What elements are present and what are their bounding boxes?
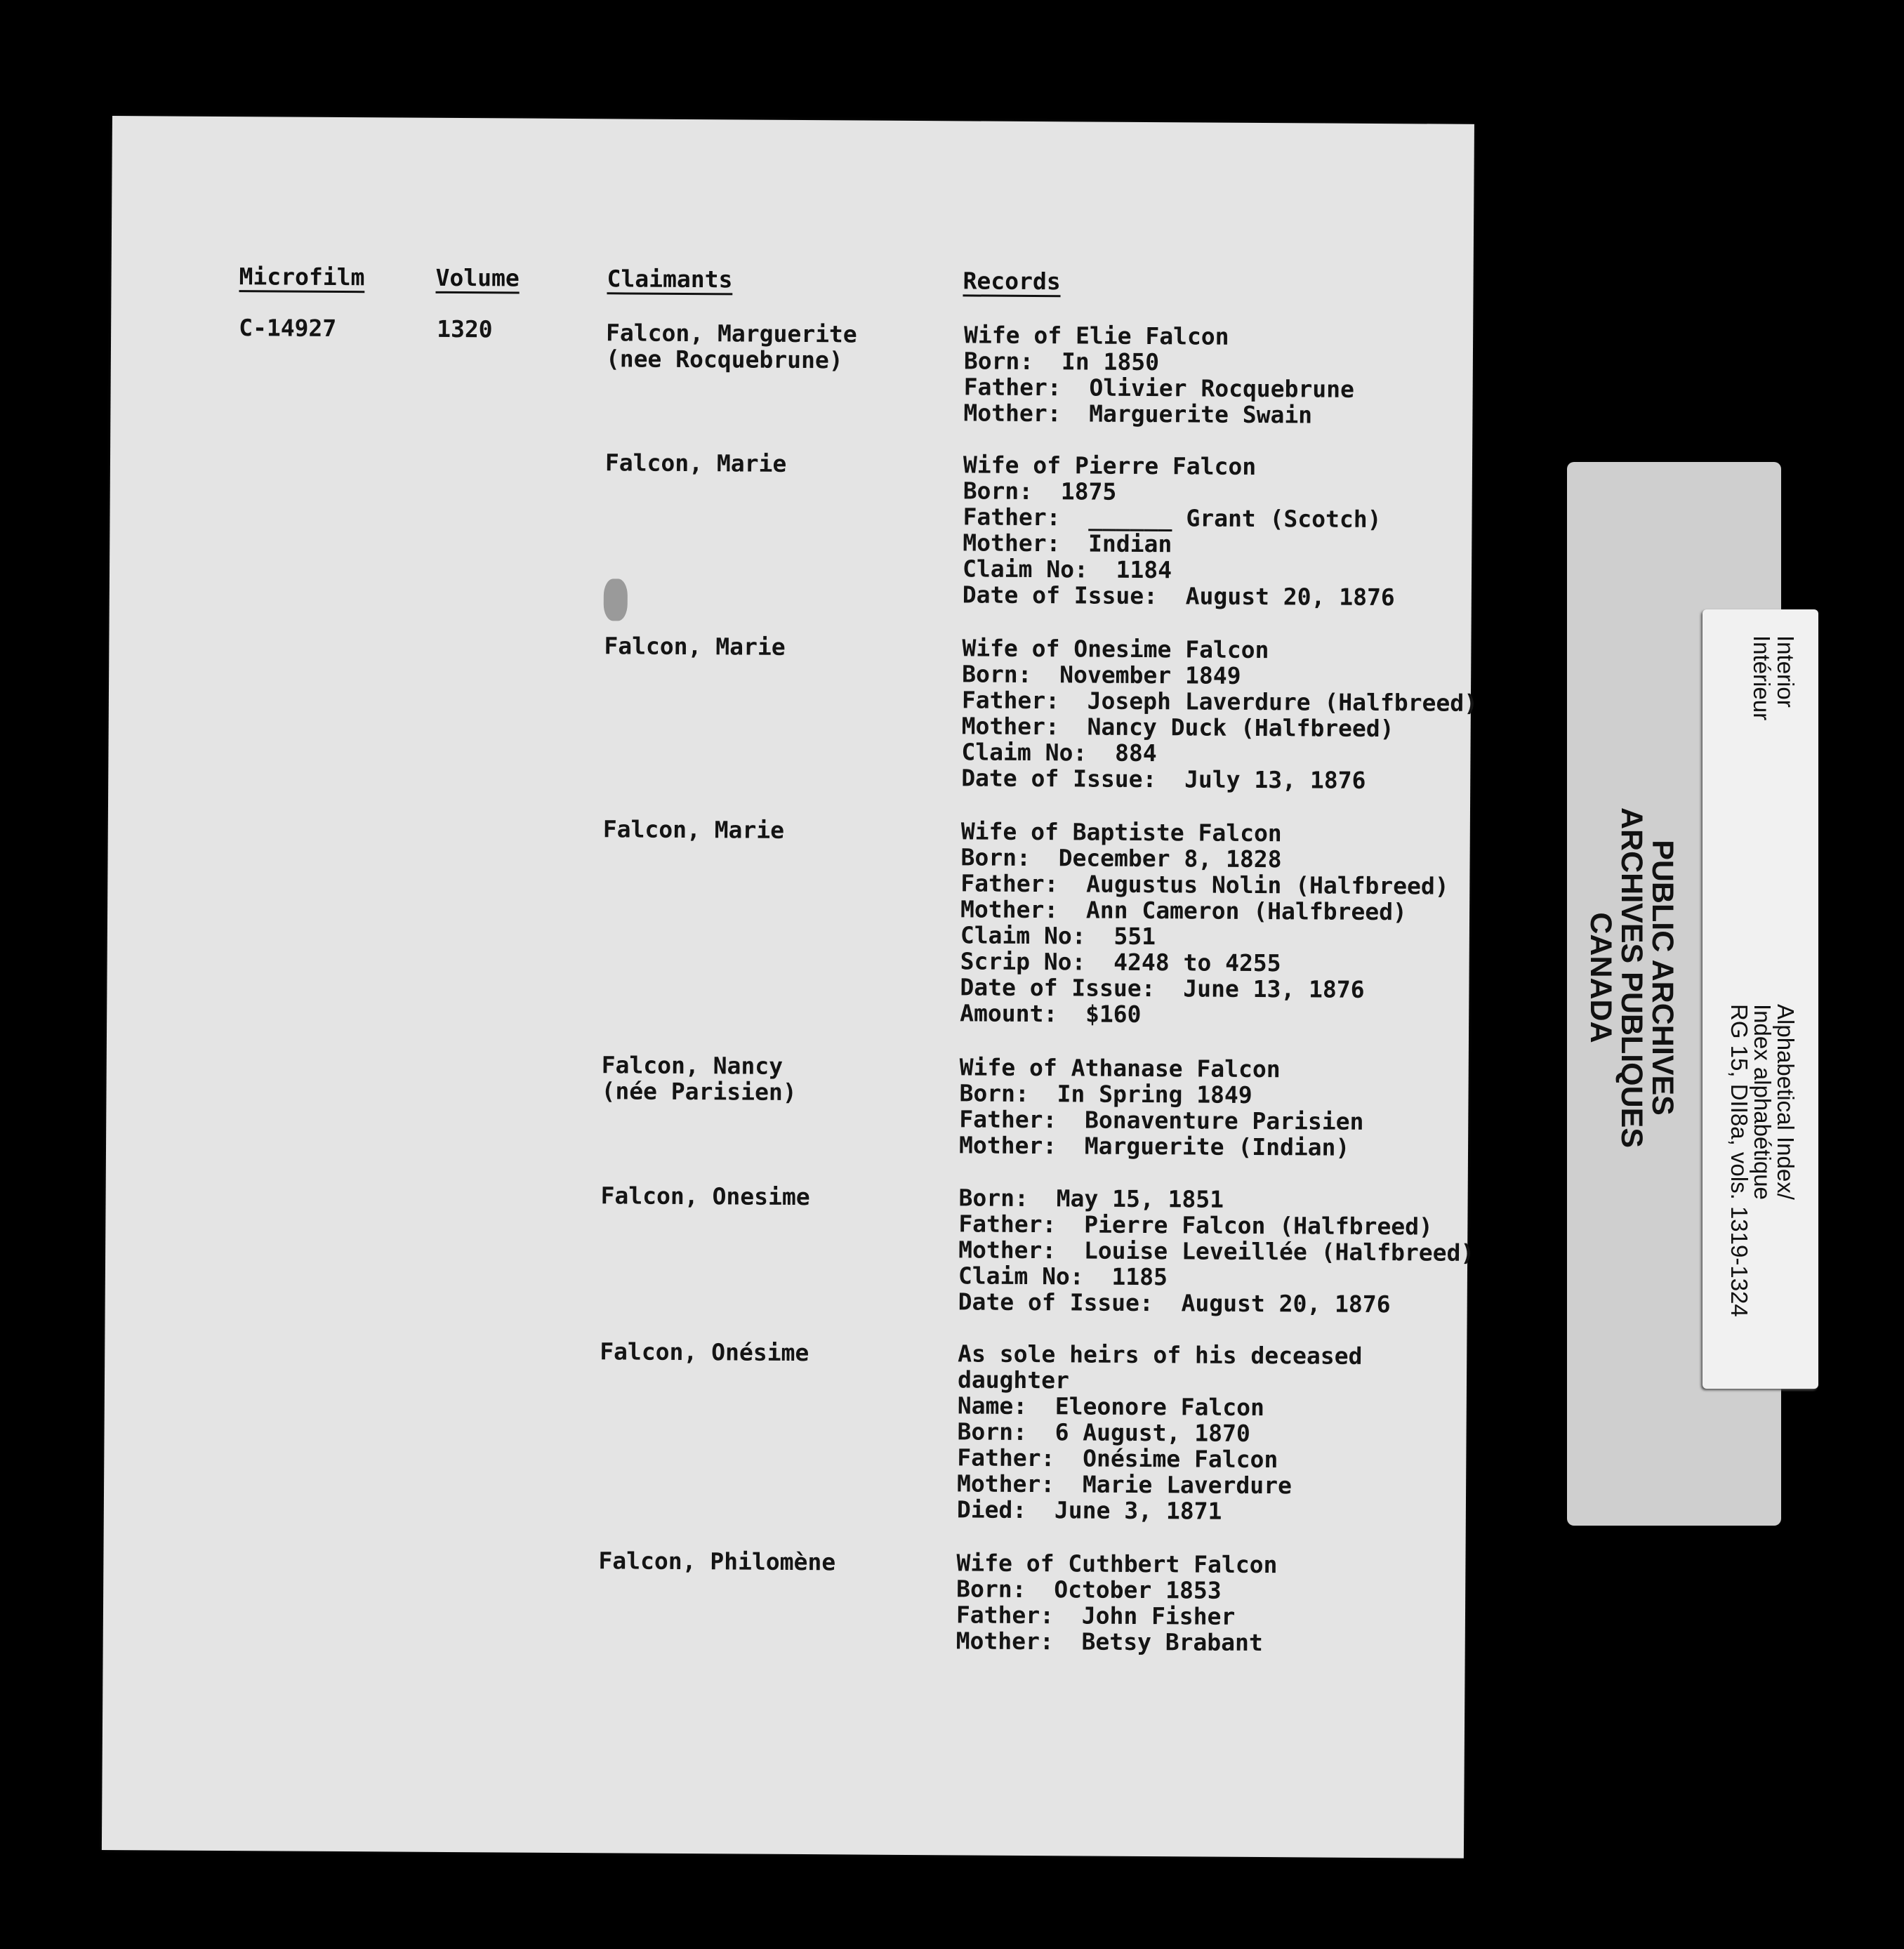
- record-line: Born: October 1853: [956, 1575, 1222, 1604]
- record-line: Claim No: 1185: [958, 1262, 1168, 1291]
- archives-line: PUBLIC ARCHIVES: [1646, 840, 1679, 1116]
- record-line: Father: Bonaventure Parisien: [959, 1105, 1364, 1135]
- claimant-name: Falcon, Philomène: [598, 1547, 836, 1576]
- header-microfilm: Microfilm: [239, 263, 365, 291]
- record-line: Mother: Marguerite (Indian): [958, 1131, 1350, 1161]
- claimant-name: Falcon, Marie: [602, 815, 785, 844]
- record-line: Father: John Fisher: [956, 1601, 1236, 1630]
- record-line: Wife of Elie Falcon: [963, 321, 1229, 350]
- department-line: Intérieur: [1749, 635, 1775, 721]
- claimant-entry: [605, 449, 787, 477]
- header-claimants: Claimants: [607, 265, 733, 293]
- claimant-entry: [601, 1052, 797, 1105]
- claimant-name: Falcon, Nancy: [601, 1051, 784, 1080]
- record-line: As sole heirs of his deceased: [958, 1340, 1363, 1370]
- record-line: Mother: Marie Laverdure: [957, 1469, 1293, 1500]
- record-line: Claim No: 551: [960, 921, 1156, 951]
- header-records: Records: [963, 267, 1061, 296]
- record-line: Father: ______ Grant (Scotch): [963, 503, 1382, 534]
- claimant-entry: [598, 1547, 835, 1575]
- record-entry: [956, 1550, 1278, 1656]
- index-line: Alphabetical Index/: [1773, 1004, 1799, 1200]
- record-line: Mother: Marguerite Swain: [963, 399, 1313, 429]
- record-entry: [960, 818, 1449, 1029]
- record-line: Scrip No: 4248 to 4255: [960, 947, 1281, 977]
- record-line: Claim No: 1184: [962, 555, 1172, 584]
- claimant-maiden-name: (nee Rocquebrune): [605, 345, 843, 374]
- record-line: Date of Issue: June 13, 1876: [960, 973, 1365, 1003]
- record-line: Amount: $160: [960, 999, 1142, 1028]
- claimant-entry: [603, 816, 785, 843]
- claimant-name: Falcon, Marie: [604, 449, 787, 477]
- record-line: daughter: [957, 1366, 1070, 1394]
- volume-number: 1320: [437, 315, 493, 343]
- claimant-maiden-name: (née Parisien): [601, 1077, 797, 1106]
- record-line: Born: In 1850: [963, 347, 1160, 376]
- record-line: Date of Issue: July 13, 1876: [961, 764, 1366, 794]
- record-entry: [957, 1340, 1363, 1525]
- archives-line: ARCHIVES PUBLIQUES: [1615, 807, 1648, 1149]
- record-line: Father: Olivier Rocquebrune: [963, 373, 1355, 403]
- record-line: Born: December 8, 1828: [960, 843, 1282, 873]
- record-line: Born: May 15, 1851: [958, 1184, 1224, 1213]
- claimant-entry: [601, 1182, 810, 1210]
- record-line: Wife of Cuthbert Falcon: [956, 1549, 1278, 1579]
- record-line: Father: Pierre Falcon (Halfbreed): [958, 1210, 1434, 1241]
- record-line: Born: In Spring 1849: [959, 1079, 1252, 1109]
- record-line: Date of Issue: August 20, 1876: [958, 1288, 1391, 1319]
- record-line: Died: June 3, 1871: [956, 1495, 1222, 1525]
- record-line: Born: 1875: [963, 477, 1117, 506]
- index-line: Index alphabétique: [1750, 1004, 1776, 1200]
- claimant-entry: [606, 319, 857, 373]
- claimant-name: Falcon, Onésime: [600, 1337, 809, 1367]
- record-line: Mother: Louise Leveillée (Halfbreed): [958, 1236, 1475, 1267]
- archives-title: [1585, 807, 1678, 1148]
- record-entry: [959, 1054, 1364, 1161]
- record-line: Mother: Betsy Brabant: [956, 1627, 1263, 1657]
- claimant-name: Falcon, Onesime: [600, 1182, 810, 1211]
- record-line: Wife of Pierre Falcon: [963, 451, 1257, 480]
- header-volume: Volume: [435, 263, 520, 292]
- microfilm-number: C-14927: [239, 314, 337, 342]
- record-line: Father: Joseph Laverdure (Halfbreed): [961, 686, 1479, 717]
- department-label: [1750, 635, 1797, 720]
- record-line: Wife of Athanase Falcon: [959, 1053, 1281, 1083]
- record-line: Mother: Nancy Duck (Halfbreed): [961, 712, 1394, 743]
- record-line: Date of Issue: August 20, 1876: [962, 581, 1395, 612]
- record-line: Claim No: 884: [961, 738, 1157, 767]
- record-line: Wife of Baptiste Falcon: [960, 817, 1282, 847]
- department-line: Interior: [1773, 635, 1799, 708]
- record-line: Father: Onésime Falcon: [957, 1443, 1278, 1474]
- record-line: Born: November 1849: [962, 660, 1241, 689]
- record-line: Mother: Indian: [963, 529, 1172, 558]
- archives-line: CANADA: [1584, 912, 1618, 1043]
- record-line: Mother: Ann Cameron (Halfbreed): [960, 895, 1407, 926]
- record-line: Born: 6 August, 1870: [957, 1418, 1250, 1447]
- record-entry: [963, 322, 1354, 428]
- record-entry: [963, 451, 1396, 610]
- record-line: Name: Eleonore Falcon: [957, 1392, 1265, 1422]
- record-line: Wife of Onesime Falcon: [962, 634, 1269, 664]
- document-page: [102, 116, 1479, 1858]
- claimant-entry: [604, 633, 786, 660]
- record-entry: [961, 635, 1478, 793]
- claimant-name: Falcon, Marguerite: [606, 319, 857, 348]
- claimant-name: Falcon, Marie: [604, 632, 786, 661]
- record-entry: [958, 1184, 1475, 1317]
- index-label: [1728, 1004, 1797, 1317]
- ink-smudge: [604, 579, 628, 621]
- record-line: Father: Augustus Nolin (Halfbreed): [960, 869, 1449, 900]
- index-line: RG 15, DII8a, vols. 1319-1324: [1726, 1004, 1752, 1317]
- claimant-entry: [600, 1338, 809, 1366]
